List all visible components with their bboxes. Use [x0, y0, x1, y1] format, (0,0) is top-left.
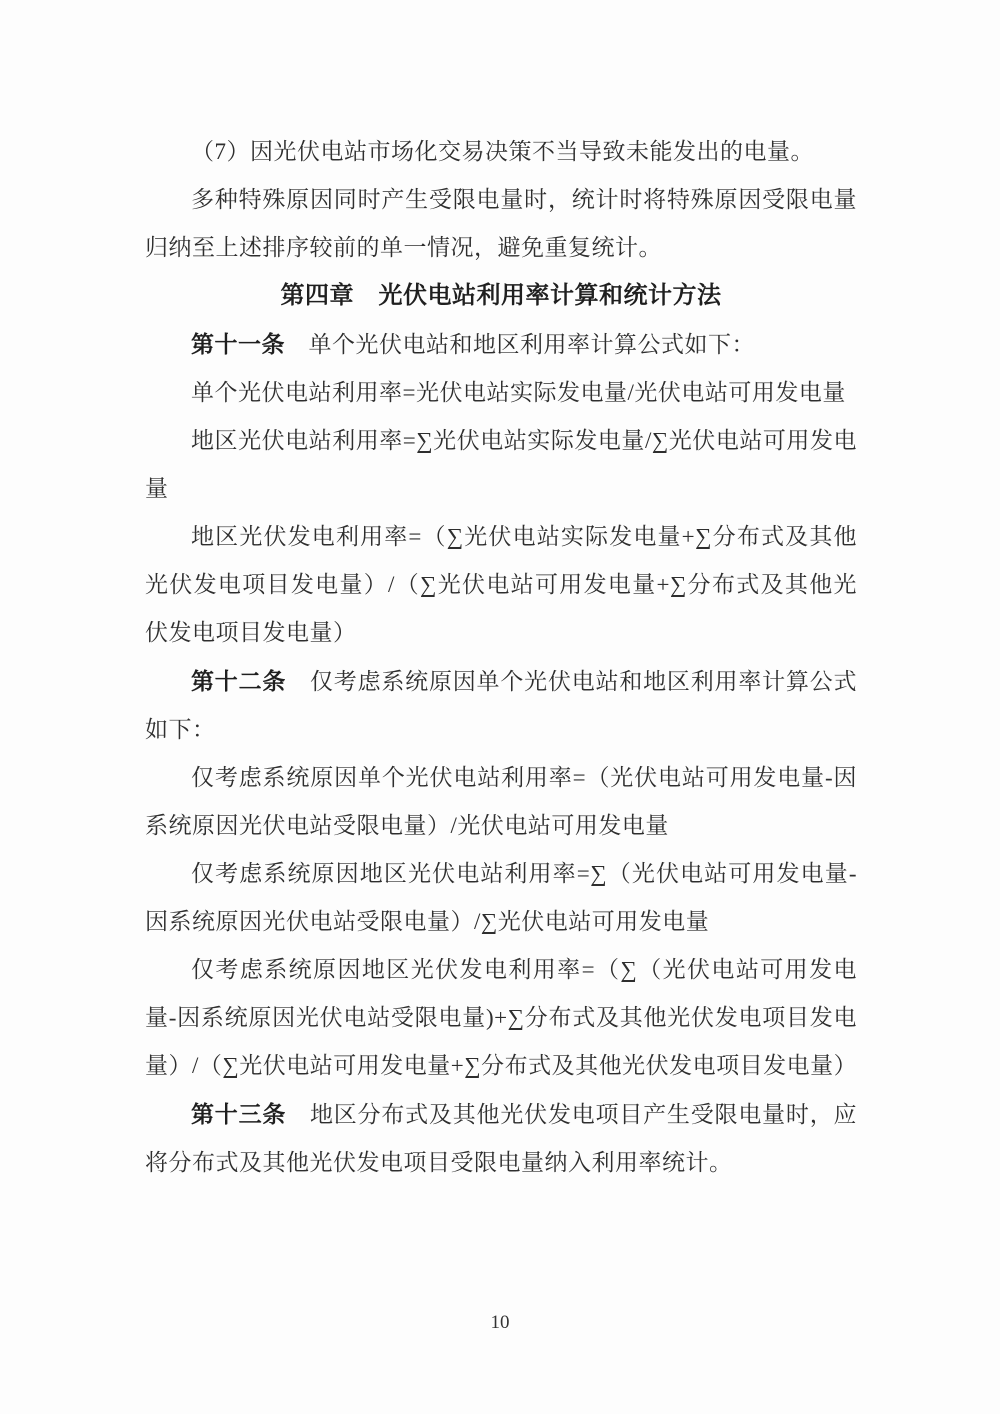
body-paragraph: 多种特殊原因同时产生受限电量时，统计时将特殊原因受限电量归纳至上述排序较前的单一情况，避免重复统计。	[145, 187, 857, 260]
body-paragraph: 地区光伏发电利用率=（∑光伏电站实际发电量+∑分布式及其他光伏发电项目发电量）/（∑光伏电站可用发电量+∑分布式及其他光伏发电项目发电量）	[145, 524, 857, 645]
chapter-heading: 第四章 光伏电站利用率计算和统计方法	[280, 282, 722, 309]
article-paragraph: 第十二条 仅考虑系统原因单个光伏电站和地区利用率计算公式如下：	[145, 668, 858, 742]
page-number: 10	[490, 1312, 510, 1333]
body-paragraph: 仅考虑系统原因单个光伏电站利用率=（光伏电站可用发电量-因系统原因光伏电站受限电量）/光伏电站可用发电量	[145, 765, 857, 838]
body-paragraph: （7）因光伏电站市场化交易决策不当导致未能发出的电量。	[191, 139, 814, 164]
article-number-label: 第十三条	[191, 1101, 287, 1127]
article-number-label: 第十一条	[191, 331, 285, 357]
article-paragraph: 第十一条 单个光伏电站和地区利用率计算公式如下：	[191, 331, 755, 357]
body-paragraph: 仅考虑系统原因地区光伏电站利用率=∑（光伏电站可用发电量-因系统原因光伏电站受限电量）/∑光伏电站可用发电量	[145, 861, 857, 934]
body-paragraph: 仅考虑系统原因地区光伏发电利用率=（∑（光伏电站可用发电量-因系统原因光伏电站受限电量)+∑分布式及其他光伏发电项目发电量）/（∑光伏电站可用发电量+∑分布式及其他光伏发电项目发电量）	[145, 957, 858, 1078]
body-paragraph: 单个光伏电站利用率=光伏电站实际发电量/光伏电站可用发电量	[191, 380, 846, 405]
article-paragraph: 第十三条 地区分布式及其他光伏发电项目产生受限电量时，应将分布式及其他光伏发电项目受限电量纳入利用率统计。	[145, 1101, 858, 1175]
document-content	[145, 128, 857, 1187]
body-paragraph: 地区光伏电站利用率=∑光伏电站实际发电量/∑光伏电站可用发电量	[145, 428, 857, 501]
article-number-label: 第十二条	[191, 668, 287, 694]
page-footer	[0, 1312, 1000, 1334]
